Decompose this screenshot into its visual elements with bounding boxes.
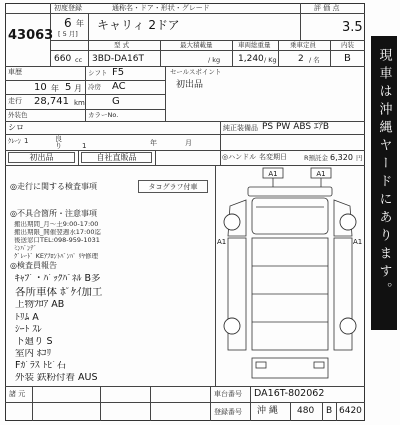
recycle-amount: 6,320 — [330, 153, 353, 162]
model-label: 型 式 — [114, 41, 130, 49]
misc-label: ｸﾚｰﾝ — [8, 137, 21, 145]
plate-label: 登録番号 — [214, 408, 242, 416]
report-item: ﾄﾘﾑ A — [15, 313, 39, 323]
grid-line — [220, 121, 221, 165]
wheel-rear-right — [340, 318, 356, 334]
grid-line — [150, 386, 151, 421]
report-item: 室内 ﾎｺﾘ — [15, 349, 52, 359]
diagram-mark-front-right: A1 — [316, 170, 326, 178]
car-name: キャリィ 2ドア — [97, 18, 180, 32]
wheel-front-right — [340, 214, 356, 230]
tail-light-left — [256, 362, 266, 368]
diagram-mark-right-side: A1 — [353, 238, 363, 246]
tail-light-right — [314, 362, 324, 368]
diagram-mark-left-side: A1 — [217, 238, 227, 246]
plate-number: 6420 — [339, 406, 362, 416]
grid-line — [32, 386, 33, 421]
gross-weight-unit: / Kg — [264, 56, 277, 64]
grid-line — [5, 66, 365, 67]
grid-line — [78, 150, 79, 165]
misc-value: 1 — [82, 142, 87, 150]
grid-line — [250, 386, 251, 421]
mileage-value: 28,741 — [34, 96, 69, 107]
equipment-text: PS PW ABS ｴｱB — [262, 122, 330, 132]
plate-class: 480 — [297, 406, 315, 416]
grid-line — [100, 386, 101, 421]
tag-direct-sale: 自社直販品 — [81, 152, 152, 163]
misc-value: 年 — [150, 139, 157, 147]
grid-line — [278, 40, 279, 66]
side-banner-text: 現車は沖縄ヤードにあります。 — [376, 48, 392, 300]
plate-region: 沖 縄 — [257, 406, 278, 416]
capacity-unit: / 名 — [309, 56, 320, 64]
capacity: 2 — [298, 54, 304, 64]
wheel-front-left — [224, 214, 240, 230]
exterior-color: シロ — [8, 123, 24, 132]
fuel-value: G — [112, 96, 120, 107]
driving-check-title: ◎走行に関する検査事項 — [10, 182, 97, 191]
report-item: 上物ﾌﾛｱ AB — [15, 300, 65, 310]
report-item: 各所車体 ﾎﾟｹｲ加工 — [15, 287, 103, 298]
defect-line: ｸﾞﾚｰﾄﾞ KEｱﾌﾛﾝﾄﾊﾞﾝﾊﾟ ﾘﾔ修理 — [14, 253, 99, 260]
gross-weight-label: 車両総重量 — [238, 41, 271, 49]
ac-label: 冷房 — [88, 83, 101, 91]
grid-line — [300, 3, 301, 40]
grid-line — [50, 50, 365, 51]
tachograph-box: タコグラフ付車 — [138, 180, 208, 193]
interior-score: B — [344, 53, 351, 64]
grid-line — [5, 386, 365, 387]
first-registration-year-unit: 年 — [76, 19, 84, 28]
misc-value: り — [55, 142, 62, 150]
tag-first-listing: 初出品 — [8, 152, 75, 163]
misc-value: 良 — [55, 135, 62, 143]
first-registration-year: 6 — [64, 16, 72, 30]
inspection-year-unit: 年 — [51, 84, 59, 93]
wheel-rear-left — [224, 318, 240, 334]
inspection-year: 10 — [34, 82, 47, 93]
defect-line: 後送窓口TEL:098-959-1031 — [14, 237, 100, 244]
history-label: 車歴 — [8, 68, 22, 76]
grid-line — [5, 150, 365, 151]
grid-line — [232, 40, 233, 66]
grid-line — [322, 402, 323, 421]
max-load-unit: / kg — [208, 56, 221, 64]
shift-value: F5 — [112, 67, 125, 78]
first-registration-label: 初度登録 — [54, 4, 82, 12]
name-change-label: 名変期日 — [259, 153, 287, 161]
grid-line — [290, 402, 291, 421]
spec-label: 諸 元 — [9, 390, 26, 398]
displacement: 660 — [54, 54, 72, 64]
evaluation-score: 3.5 — [342, 20, 363, 35]
vehicle-diagram — [216, 166, 364, 385]
plate-kana: B — [326, 406, 333, 416]
sales-point-text: 初出品 — [176, 80, 204, 90]
report-item: 下廻り S — [15, 337, 53, 347]
equipment-label: 純正装備品 — [223, 124, 258, 132]
defect-line: 搬出期限_開催翌週水17:00迄 — [14, 229, 101, 236]
grid-line — [88, 13, 89, 66]
misc-value: 月 — [185, 139, 192, 147]
grid-line — [330, 40, 331, 66]
front-bumper — [248, 187, 332, 196]
ac-value: AC — [112, 81, 126, 92]
max-load-label: 最大積載量 — [180, 41, 213, 49]
grid-line — [160, 40, 161, 66]
inspection-month-unit: 月 — [74, 84, 82, 93]
grid-line — [155, 150, 156, 165]
shift-label: シフト — [88, 69, 108, 77]
chassis-number-label: 車台番号 — [214, 390, 242, 398]
chassis-number: DA16T-802062 — [254, 388, 325, 399]
grid-line — [210, 386, 211, 421]
misc-value: 1 — [24, 137, 29, 145]
report-item: ｼｰﾄ ｽﾚ — [15, 325, 42, 335]
grid-line — [336, 402, 337, 421]
vehicle-name-label: 通称名・ドア・形状・グレード — [112, 4, 210, 12]
color-number-label: カラーNo. — [88, 111, 119, 119]
grid-line — [5, 13, 365, 14]
inspection-month: 5 — [65, 82, 72, 93]
side-banner — [371, 36, 397, 330]
report-item: ｷｬﾌﾞ・ﾊﾞｯｸﾊﾟﾈﾙ B多 — [15, 274, 101, 284]
score-label: 評 価 点 — [314, 4, 340, 12]
mileage-label: 走行 — [8, 97, 22, 105]
model-code: 3BD-DA16T — [92, 54, 144, 64]
first-registration-month: [ 5 月] — [58, 30, 78, 38]
lot-number: 43063 — [8, 28, 54, 43]
diagram-mark-front-left: A1 — [268, 170, 278, 178]
grid-line — [85, 66, 86, 121]
report-item: Fｶﾞﾗｽ ﾄﾋﾞ石 — [15, 361, 67, 371]
capacity-label: 乗車定員 — [290, 41, 316, 49]
sales-point-label: セールスポイント — [170, 68, 222, 76]
defect-line: 搬出期間_月～土9:00-17:00 — [14, 221, 99, 228]
mileage-unit: km — [74, 99, 85, 107]
defects-title: ◎不具合箇所・注意事項 — [10, 209, 97, 218]
grid-line — [5, 402, 365, 403]
gross-weight: 1,240 — [238, 54, 264, 64]
cab-top — [252, 198, 328, 234]
interior-label: 内装 — [341, 41, 354, 49]
report-item: 外装 鉄粉付着 AUS — [15, 373, 98, 383]
yen-unit: 円 — [356, 154, 363, 162]
recycle-label: R預託金 — [304, 154, 329, 162]
handle-position: ◎ハンドル — [222, 153, 257, 161]
defect-line: ﾐﾝﾊﾞﾝﾃﾞ — [14, 245, 37, 252]
grid-line — [165, 66, 166, 121]
inspector-report-title: ◎検査員報告 — [10, 261, 57, 270]
displacement-unit: cc — [75, 56, 83, 64]
exterior-color-label: 外装色 — [8, 111, 28, 119]
